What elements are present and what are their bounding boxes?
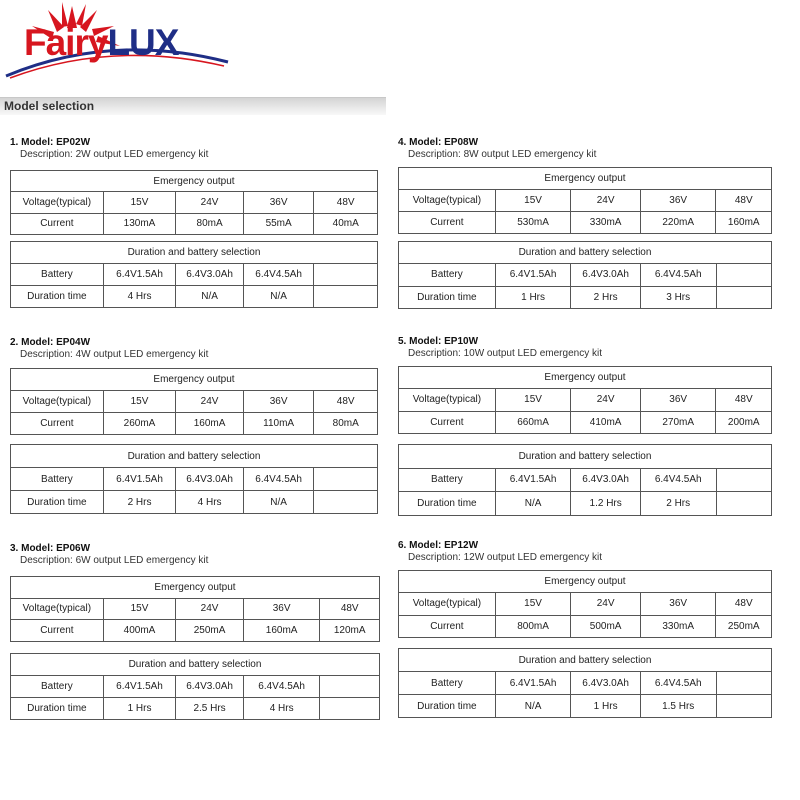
duration-cell: N/A [495,695,571,718]
battery-cell: 6.4V4.5Ah [640,468,716,492]
battery-cell: 6.4V1.5Ah [495,264,571,286]
current-cell: 200mA [716,411,772,433]
current-cell: 160mA [176,413,244,435]
voltage-cell: 15V [103,598,176,620]
current-row [399,615,772,637]
duration-cell [716,286,772,308]
duration-table [10,444,378,514]
current-cell: 500mA [571,615,641,637]
battery-row [399,672,772,695]
battery-cell [320,676,380,698]
current-cell: 160mA [243,620,320,642]
voltage-cell: 15V [495,593,571,615]
voltage-cell: 48V [314,391,378,413]
current-cell: 80mA [176,213,244,234]
row-label-cell: Duration time [11,491,104,514]
duration-table [398,241,772,309]
voltage-cell: 36V [640,190,716,212]
table-header-cell: Emergency output [399,367,772,389]
duration-cell [716,695,772,718]
model-heading [398,336,602,360]
voltage-row [399,389,772,411]
current-row [11,620,380,642]
current-cell: 110mA [243,413,314,435]
model-heading [10,337,208,361]
row-label-cell: Current [399,212,496,234]
row-label-cell: Duration time [11,698,104,720]
current-cell: 530mA [495,212,571,234]
current-cell: 220mA [640,212,716,234]
voltage-cell: 24V [176,391,244,413]
current-row [399,212,772,234]
section-title: Model selection [4,99,95,113]
row-label-cell: Battery [399,468,496,492]
voltage-cell: 24V [176,598,244,620]
current-row [11,213,378,234]
voltage-row [11,192,378,213]
battery-cell: 6.4V3.0Ah [176,676,244,698]
model-description: Description: 6W output LED emergency kit [20,555,209,566]
row-label-cell: Duration time [11,286,104,308]
battery-cell [716,264,772,286]
voltage-cell: 24V [176,192,244,213]
brand-logo [2,2,232,80]
brand-wordmark [24,24,178,61]
current-cell: 160mA [716,212,772,234]
table-header-cell: Duration and battery selection [11,445,378,468]
voltage-cell: 15V [103,192,176,213]
row-label-cell: Current [399,615,496,637]
voltage-row [11,391,378,413]
current-cell: 40mA [314,213,378,234]
duration-cell [320,698,380,720]
row-label-cell: Voltage(typical) [399,190,496,212]
row-label-cell: Voltage(typical) [11,391,104,413]
row-label-cell: Current [11,620,104,642]
model-title: 5. Model: EP10W [398,336,479,347]
duration-cell: 2 Hrs [103,491,176,514]
section-header [0,97,386,115]
battery-cell: 6.4V1.5Ah [103,676,176,698]
current-cell: 250mA [716,615,772,637]
battery-cell: 6.4V4.5Ah [640,672,716,695]
row-label-cell: Duration time [399,492,496,516]
current-cell: 130mA [103,213,176,234]
duration-table [10,653,380,720]
row-label-cell: Voltage(typical) [11,192,104,213]
duration-cell: 4 Hrs [243,698,320,720]
battery-cell: 6.4V3.0Ah [571,672,641,695]
duration-row [11,698,380,720]
current-cell: 800mA [495,615,571,637]
row-label-cell: Duration time [399,286,496,308]
duration-cell: 2.5 Hrs [176,698,244,720]
model-heading [10,543,208,567]
voltage-cell: 48V [716,593,772,615]
duration-cell: N/A [243,286,314,308]
voltage-cell: 24V [571,389,641,411]
duration-cell: N/A [176,286,244,308]
model-title: 4. Model: EP08W [398,137,479,148]
duration-cell: 2 Hrs [571,286,641,308]
voltage-cell: 36V [243,192,314,213]
duration-row [399,695,772,718]
battery-cell: 6.4V4.5Ah [243,468,314,491]
current-cell: 55mA [243,213,314,234]
battery-row [399,264,772,286]
duration-table [398,648,772,718]
current-cell: 80mA [314,413,378,435]
model-description: Description: 2W output LED emergency kit [20,149,209,160]
battery-cell: 6.4V3.0Ah [571,468,641,492]
model-description: Description: 4W output LED emergency kit [20,349,209,360]
brand-name-fairy: Fairy [24,22,108,63]
battery-cell: 6.4V3.0Ah [176,264,244,286]
battery-cell [716,672,772,695]
duration-row [399,286,772,308]
emergency-output-table [10,576,380,642]
emergency-output-table [10,368,378,435]
current-row [11,413,378,435]
current-cell: 400mA [103,620,176,642]
model-title: 6. Model: EP12W [398,540,479,551]
row-label-cell: Battery [399,264,496,286]
current-cell: 410mA [571,411,641,433]
duration-row [11,491,378,514]
voltage-row [399,593,772,615]
duration-table [10,241,378,308]
duration-cell: 1.2 Hrs [571,492,641,516]
battery-cell [716,468,772,492]
duration-cell: 4 Hrs [176,491,244,514]
voltage-cell: 48V [320,598,380,620]
current-cell: 250mA [176,620,244,642]
battery-row [11,468,378,491]
battery-row [11,676,380,698]
table-header-cell: Emergency output [11,171,378,192]
battery-row [11,264,378,286]
voltage-row [399,190,772,212]
row-label-cell: Current [11,213,104,234]
duration-cell: 1 Hrs [495,286,571,308]
emergency-output-table [398,366,772,434]
table-header-cell: Emergency output [399,168,772,190]
current-cell: 260mA [103,413,176,435]
emergency-output-table [398,167,772,234]
voltage-cell: 24V [571,593,641,615]
row-label-cell: Battery [399,672,496,695]
table-header-cell: Duration and battery selection [11,242,378,264]
current-cell: 120mA [320,620,380,642]
table-header-cell: Duration and battery selection [399,445,772,469]
duration-cell: 1 Hrs [571,695,641,718]
voltage-cell: 15V [495,389,571,411]
battery-cell: 6.4V1.5Ah [495,672,571,695]
voltage-cell: 15V [495,190,571,212]
battery-cell: 6.4V1.5Ah [103,264,176,286]
row-label-cell: Battery [11,264,104,286]
voltage-cell: 15V [103,391,176,413]
row-label-cell: Duration time [399,695,496,718]
table-header-cell: Emergency output [399,571,772,593]
duration-row [11,286,378,308]
voltage-cell: 48V [716,389,772,411]
duration-cell [716,492,772,516]
model-description: Description: 10W output LED emergency kit [408,348,602,359]
battery-cell [314,264,378,286]
voltage-cell: 36V [640,389,716,411]
duration-cell [314,286,378,308]
battery-cell: 6.4V4.5Ah [243,264,314,286]
battery-cell: 6.4V4.5Ah [640,264,716,286]
row-label-cell: Current [11,413,104,435]
model-title: 2. Model: EP04W [10,337,91,348]
duration-cell: N/A [243,491,314,514]
model-heading [398,137,596,161]
model-title: 3. Model: EP06W [10,543,91,554]
table-header-cell: Duration and battery selection [399,649,772,672]
duration-cell: 3 Hrs [640,286,716,308]
battery-cell: 6.4V1.5Ah [103,468,176,491]
voltage-cell: 36V [243,391,314,413]
current-row [399,411,772,433]
duration-cell: 4 Hrs [103,286,176,308]
row-label-cell: Voltage(typical) [399,389,496,411]
battery-cell: 6.4V4.5Ah [243,676,320,698]
emergency-output-table [398,570,772,638]
voltage-cell: 48V [314,192,378,213]
current-cell: 330mA [640,615,716,637]
table-header-cell: Duration and battery selection [399,242,772,264]
voltage-cell: 48V [716,190,772,212]
voltage-row [11,598,380,620]
duration-cell: N/A [495,492,571,516]
row-label-cell: Battery [11,468,104,491]
battery-row [399,468,772,492]
brand-name-lux: LUX [107,22,179,63]
battery-cell: 6.4V3.0Ah [571,264,641,286]
emergency-output-table [10,170,378,235]
battery-cell: 6.4V3.0Ah [176,468,244,491]
current-cell: 330mA [571,212,641,234]
model-heading [398,540,602,564]
model-description: Description: 12W output LED emergency kit [408,552,602,563]
duration-table [398,444,772,516]
duration-row [399,492,772,516]
model-heading [10,137,208,161]
row-label-cell: Current [399,411,496,433]
row-label-cell: Voltage(typical) [399,593,496,615]
voltage-cell: 36V [640,593,716,615]
table-header-cell: Emergency output [11,369,378,391]
row-label-cell: Battery [11,676,104,698]
model-title: 1. Model: EP02W [10,137,91,148]
duration-cell: 2 Hrs [640,492,716,516]
model-description: Description: 8W output LED emergency kit [408,149,597,160]
battery-cell [314,468,378,491]
battery-cell: 6.4V1.5Ah [495,468,571,492]
current-cell: 270mA [640,411,716,433]
voltage-cell: 36V [243,598,320,620]
row-label-cell: Voltage(typical) [11,598,104,620]
duration-cell [314,491,378,514]
current-cell: 660mA [495,411,571,433]
table-header-cell: Duration and battery selection [11,654,380,676]
table-header-cell: Emergency output [11,577,380,599]
voltage-cell: 24V [571,190,641,212]
duration-cell: 1.5 Hrs [640,695,716,718]
duration-cell: 1 Hrs [103,698,176,720]
